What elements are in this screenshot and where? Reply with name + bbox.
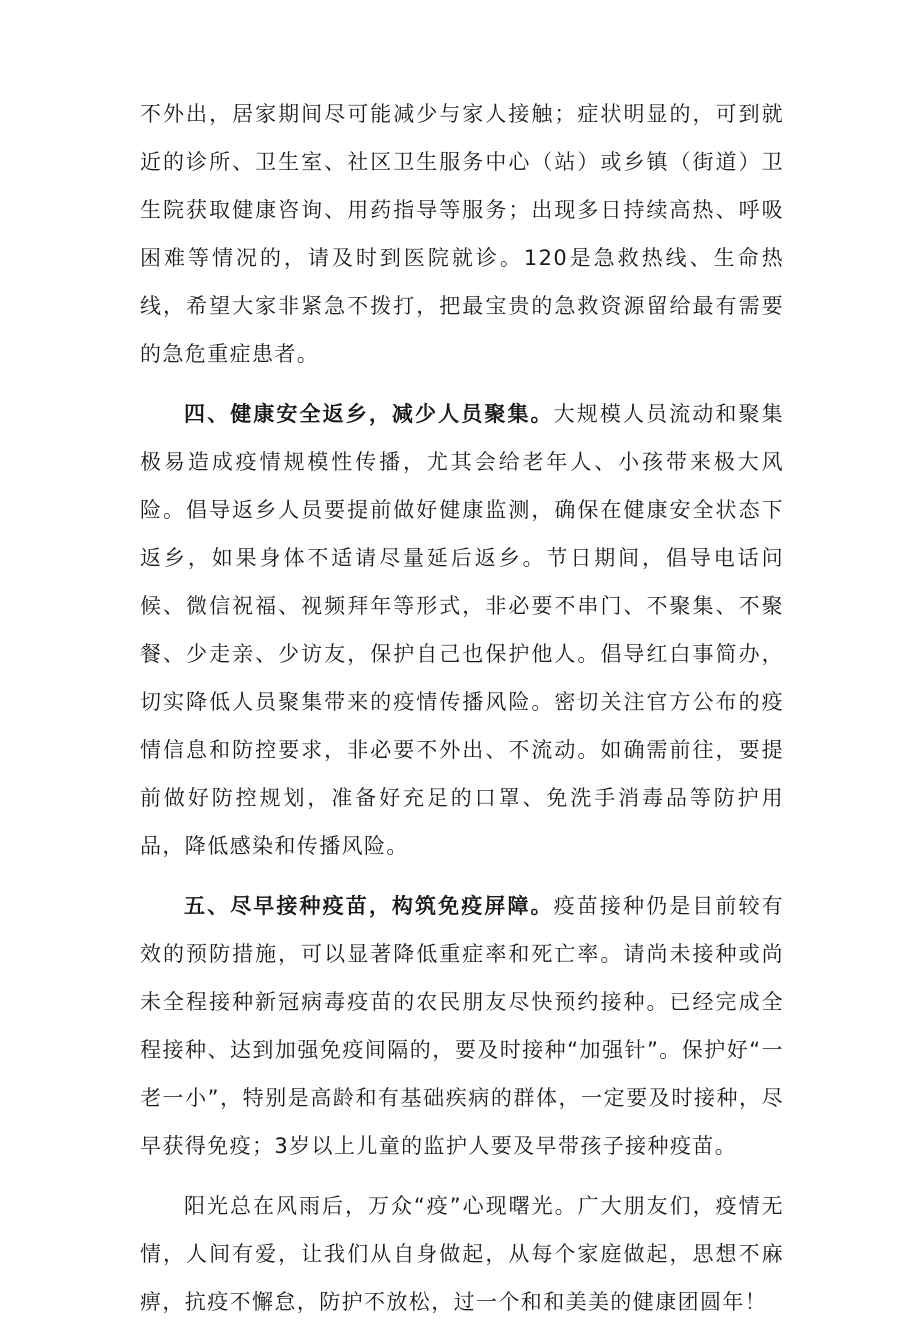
paragraph-body-text: 不外出，居家期间尽可能减少与家人接触；症状明显的，可到就近的诊所、卫生室、社区卫生服务中心（站）或乡镇（街道）卫生院获取健康咨询、用药指导等服务；出现多日持续高热、呼吸困难等情况的，请及时到医院就诊。120是急救热线、生命热线，希望大家非紧急不拨打，把最宝贵的急救资源留给最有需要的急危重症患者。 bbox=[140, 102, 784, 366]
paragraph-body-text: 疫苗接种仍是目前较有效的预防措施，可以显著降低重症率和死亡率。请尚未接种或尚未全程接种新冠病毒疫苗的农民朋友尽快预约接种。已经完成全程接种、达到加强免疫间隔的，要及时接种“加强针”。保护好“一老一小”，特别是高龄和有基础疾病的群体，一定要及时接种，尽早获得免疫；3岁以上儿童的监护人要及早带孩子接种疫苗。 bbox=[140, 894, 785, 1158]
paragraph-closing bbox=[140, 1182, 784, 1326]
paragraph-continued-medical-advice bbox=[140, 90, 784, 378]
paragraph-section-four bbox=[140, 390, 784, 870]
paragraph-section-five bbox=[140, 882, 784, 1170]
paragraph-body-text: 阳光总在风雨后，万众“疫”心现曙光。广大朋友们，疫情无情，人间有爱，让我们从自身做起，从每个家庭做起，思想不麻痹，抗疫不懈怠，防护不放松，过一个和和美美的健康团圆年！ bbox=[140, 1194, 784, 1314]
paragraph-body-text: 大规模人员流动和聚集极易造成疫情规模性传播，尤其会给老年人、小孩带来极大风险。倡导返乡人员要提前做好健康监测，确保在健康安全状态下返乡，如果身体不适请尽量延后返乡。节日期间，倡导电话问候、微信祝福、视频拜年等形式，非必要不串门、不聚集、不聚餐、少走亲、少访友，保护自己也保护他人。倡导红白事简办，切实降低人员聚集带来的疫情传播风险。密切关注官方公布的疫情信息和防控要求，非必要不外出、不流动。如确需前往，要提前做好防控规划，准备好充足的口罩、免洗手消毒品等防护用品，降低感染和传播风险。 bbox=[140, 402, 785, 858]
section-four-heading: 四、健康安全返乡，减少人员聚集。 bbox=[184, 402, 554, 426]
section-five-heading: 五、尽早接种疫苗，构筑免疫屏障。 bbox=[184, 894, 554, 918]
